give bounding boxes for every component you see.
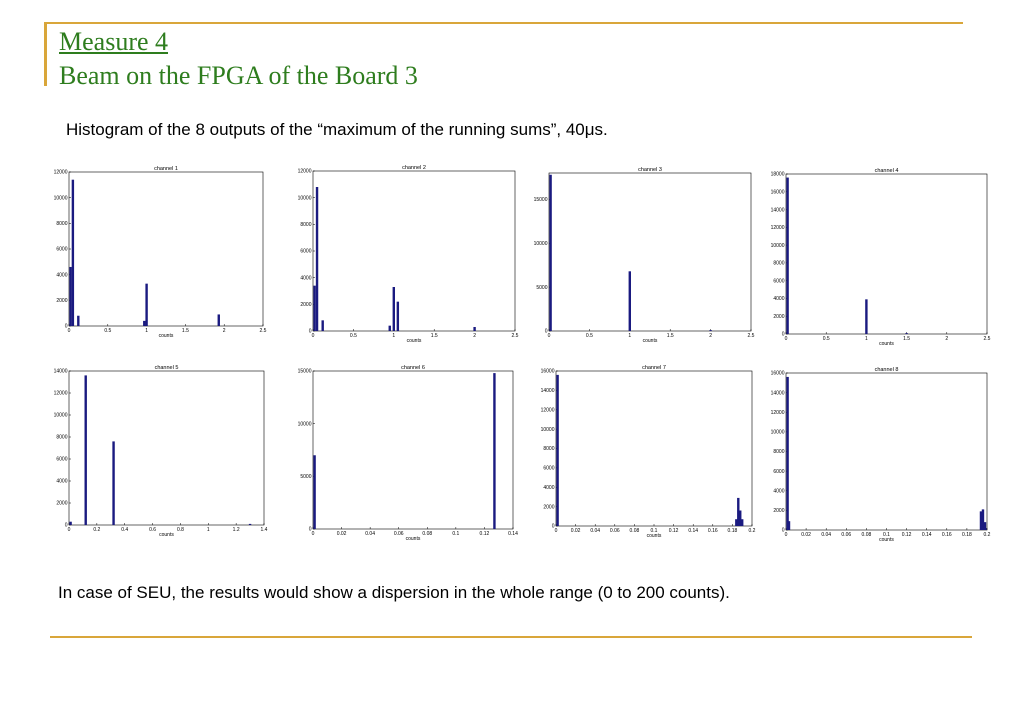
x-tick-label: 0 — [311, 531, 315, 537]
x-tick-label: 0.04 — [821, 532, 832, 538]
histogram-bar — [629, 271, 631, 331]
histogram-bar — [493, 373, 495, 529]
histogram-bar — [393, 287, 395, 331]
x-tick-label: 0.02 — [801, 532, 811, 538]
x-tick-label: 0 — [554, 528, 558, 534]
histogram-bar — [786, 178, 788, 334]
histogram-channel-6 — [299, 363, 517, 543]
chart-title: channel 3 — [638, 167, 662, 173]
y-tick-label: 0 — [64, 323, 68, 330]
x-tick-label: 0.12 — [901, 532, 912, 538]
histogram-bar — [389, 326, 391, 331]
x-tick-label: 1.5 — [903, 336, 911, 342]
plot-frame — [313, 171, 515, 331]
x-tick-label: 0.04 — [365, 531, 376, 537]
x-axis-label: counts — [879, 537, 894, 543]
histogram-bar — [316, 187, 318, 331]
slide-title-line2: Beam on the FPGA of the Board 3 — [59, 61, 418, 90]
chart-title: channel 6 — [401, 365, 425, 371]
histogram-bar — [709, 330, 711, 331]
x-tick-label: 1 — [628, 333, 632, 339]
y-tick-label: 2000 — [300, 302, 312, 309]
x-tick-label: 0.02 — [570, 528, 581, 534]
plot-frame — [69, 371, 264, 525]
x-tick-label: 0.06 — [841, 532, 852, 538]
x-axis-label: counts — [159, 532, 174, 538]
y-tick-label: 14000 — [770, 207, 785, 214]
plot-frame — [549, 173, 751, 331]
y-tick-label: 5000 — [536, 284, 548, 291]
x-tick-label: 0.2 — [748, 528, 756, 534]
y-tick-label: 6000 — [773, 278, 785, 285]
y-tick-label: 6000 — [300, 248, 312, 255]
histogram-bar — [788, 521, 790, 530]
histogram-bar — [786, 377, 788, 530]
histogram-channel-4 — [772, 166, 991, 348]
histogram-bar — [556, 375, 558, 526]
x-tick-label: 0.14 — [508, 531, 518, 537]
histogram-bar — [321, 320, 323, 331]
x-tick-label: 2 — [473, 333, 476, 339]
x-tick-label: 0 — [311, 333, 315, 339]
x-tick-label: 1 — [392, 333, 396, 339]
x-tick-label: 1 — [865, 336, 868, 342]
x-tick-label: 0 — [547, 333, 551, 339]
x-tick-label: 0.1 — [650, 528, 658, 534]
y-tick-label: 12000 — [297, 168, 312, 175]
y-tick-label: 2000 — [773, 508, 785, 515]
y-tick-label: 2000 — [56, 298, 68, 305]
y-tick-label: 8000 — [773, 260, 785, 267]
y-tick-label: 10000 — [770, 429, 785, 436]
y-tick-label: 4000 — [543, 484, 555, 491]
histogram-bar — [397, 302, 399, 331]
x-tick-label: 2 — [945, 336, 949, 342]
y-tick-label: 14000 — [540, 388, 555, 395]
x-tick-label: 0 — [67, 527, 71, 533]
chart-title: channel 1 — [154, 166, 178, 172]
x-tick-label: 0.08 — [629, 528, 640, 534]
y-tick-label: 4000 — [56, 478, 68, 485]
x-tick-label: 0.12 — [479, 531, 490, 537]
x-tick-label: 0.2 — [983, 532, 991, 538]
x-axis-label: counts — [879, 341, 894, 347]
y-tick-label: 12000 — [53, 169, 68, 176]
x-tick-label: 2.5 — [983, 336, 991, 342]
x-tick-label: 0.06 — [609, 528, 620, 534]
x-tick-label: 1 — [145, 328, 148, 334]
histogram-channel-2 — [299, 163, 519, 345]
x-tick-label: 2.5 — [259, 328, 267, 334]
x-tick-label: 0.04 — [590, 528, 601, 534]
histogram-bar — [145, 284, 147, 326]
x-tick-label: 0.12 — [668, 528, 679, 534]
x-tick-label: 2.5 — [747, 333, 755, 339]
chart-title: channel 4 — [874, 168, 899, 174]
y-tick-label: 6000 — [543, 465, 555, 472]
y-tick-label: 0 — [551, 523, 555, 530]
x-tick-label: 1.5 — [181, 328, 189, 334]
plot-frame — [786, 373, 987, 530]
x-tick-label: 0.8 — [176, 527, 184, 533]
x-tick-label: 1.2 — [232, 527, 240, 533]
y-tick-label: 16000 — [770, 370, 785, 377]
histogram-bar — [905, 333, 907, 334]
histogram-bar — [313, 286, 315, 331]
histogram-bar — [69, 267, 71, 326]
x-tick-label: 0.06 — [393, 531, 404, 537]
x-axis-label: counts — [406, 338, 422, 344]
y-tick-label: 10000 — [297, 421, 312, 428]
x-tick-label: 0 — [784, 336, 788, 342]
histogram-bar — [77, 316, 79, 326]
x-tick-label: 0.08 — [422, 531, 433, 537]
y-tick-label: 0 — [64, 522, 68, 529]
x-tick-label: 0.16 — [707, 528, 718, 534]
x-tick-label: 0.5 — [104, 328, 112, 334]
x-tick-label: 0.5 — [349, 333, 357, 339]
x-tick-label: 1.5 — [430, 333, 438, 339]
x-tick-label: 0 — [784, 532, 788, 538]
x-tick-label: 0.18 — [727, 528, 738, 534]
y-tick-label: 14000 — [770, 390, 785, 397]
y-tick-label: 0 — [781, 527, 785, 534]
chart-title: channel 7 — [642, 365, 666, 371]
y-tick-label: 2000 — [543, 504, 555, 511]
x-tick-label: 2.5 — [511, 333, 519, 339]
y-tick-label: 12000 — [540, 407, 555, 414]
histogram-bar — [72, 180, 74, 326]
x-tick-label: 0.1 — [883, 532, 890, 538]
x-tick-label: 0.08 — [861, 532, 872, 538]
histogram-bar — [112, 441, 114, 525]
chart-title: channel 2 — [402, 165, 426, 171]
conclusion-text: In case of SEU, the results would show a dispersion in the whole range (0 to 200 counts). — [58, 583, 730, 602]
x-tick-label: 0.1 — [452, 531, 460, 537]
histogram-channel-5 — [55, 363, 268, 539]
y-tick-label: 6000 — [56, 246, 68, 253]
y-tick-label: 10000 — [53, 412, 68, 419]
y-tick-label: 10000 — [53, 195, 68, 202]
y-tick-label: 15000 — [297, 368, 312, 375]
x-tick-label: 0.5 — [585, 333, 593, 339]
y-tick-label: 5000 — [300, 474, 312, 481]
y-tick-label: 6000 — [56, 456, 68, 463]
figure-caption: Histogram of the 8 outputs of the “maximum of the running sums”, 40μs. — [66, 120, 608, 139]
x-tick-label: 1.5 — [666, 333, 674, 339]
y-tick-label: 4000 — [56, 272, 68, 279]
y-tick-label: 12000 — [770, 225, 785, 232]
x-tick-label: 0.02 — [336, 531, 347, 537]
y-tick-label: 0 — [308, 526, 312, 533]
y-tick-label: 10000 — [770, 242, 785, 249]
x-tick-label: 0.6 — [149, 527, 157, 533]
plot-frame — [69, 172, 263, 326]
bottom-accent-rule — [50, 636, 972, 638]
histogram-bar — [549, 175, 551, 331]
plot-frame — [556, 371, 752, 526]
y-tick-label: 12000 — [770, 409, 785, 416]
x-tick-label: 0.14 — [921, 532, 932, 538]
x-axis-label: counts — [158, 333, 174, 339]
x-tick-label: 0.16 — [941, 532, 952, 538]
x-tick-label: 0.2 — [93, 527, 101, 533]
histogram-bar — [865, 299, 867, 334]
y-tick-label: 8000 — [56, 434, 68, 441]
y-tick-label: 8000 — [56, 221, 68, 228]
x-tick-label: 2 — [709, 333, 712, 339]
histogram-bar — [143, 321, 145, 326]
y-tick-label: 15000 — [533, 197, 548, 204]
y-tick-label: 4000 — [773, 296, 785, 303]
y-tick-label: 16000 — [770, 189, 785, 196]
slide-title-line1: Measure 4 — [59, 27, 169, 56]
histogram-bar — [473, 327, 475, 331]
y-tick-label: 0 — [544, 328, 548, 335]
x-axis-label: counts — [646, 533, 662, 539]
y-tick-label: 14000 — [53, 368, 68, 375]
x-axis-label: counts — [405, 536, 421, 542]
x-tick-label: 0.5 — [822, 336, 830, 342]
histogram-channel-1 — [55, 164, 267, 340]
histogram-bar — [249, 524, 251, 525]
y-tick-label: 8000 — [773, 449, 785, 456]
y-tick-label: 10000 — [297, 195, 312, 202]
histogram-bar — [218, 314, 220, 326]
histogram-channel-8 — [772, 365, 991, 544]
y-tick-label: 18000 — [770, 171, 785, 178]
y-tick-label: 12000 — [53, 390, 68, 397]
y-tick-label: 6000 — [773, 468, 785, 475]
histogram-channel-7 — [542, 363, 756, 540]
y-tick-label: 2000 — [56, 500, 68, 507]
y-tick-label: 4000 — [773, 488, 785, 495]
plot-frame — [786, 174, 987, 334]
y-tick-label: 16000 — [540, 368, 555, 375]
y-tick-label: 0 — [308, 328, 312, 335]
y-tick-label: 0 — [781, 331, 785, 338]
x-tick-label: 1.4 — [260, 527, 268, 533]
y-tick-label: 8000 — [300, 222, 312, 229]
x-tick-label: 0.4 — [121, 527, 129, 533]
y-tick-label: 8000 — [543, 446, 555, 453]
y-tick-label: 4000 — [300, 275, 312, 282]
x-tick-label: 0.14 — [688, 528, 699, 534]
histogram-bar — [313, 455, 315, 529]
chart-title: channel 8 — [874, 367, 899, 373]
y-tick-label: 10000 — [540, 426, 555, 433]
x-axis-label: counts — [642, 338, 658, 344]
x-tick-label: 1 — [206, 527, 210, 533]
histogram-bar — [85, 375, 87, 525]
y-tick-label: 2000 — [773, 313, 785, 320]
histogram-bar — [741, 519, 743, 526]
plot-frame — [313, 371, 513, 529]
histogram-channel-3 — [535, 165, 755, 345]
histogram-bar — [984, 528, 986, 530]
x-tick-label: 0 — [67, 328, 71, 334]
x-tick-label: 0.18 — [962, 532, 972, 538]
y-tick-label: 10000 — [533, 240, 548, 247]
histogram-bar — [69, 522, 71, 525]
x-tick-label: 2 — [222, 328, 226, 334]
chart-title: channel 5 — [154, 365, 179, 371]
